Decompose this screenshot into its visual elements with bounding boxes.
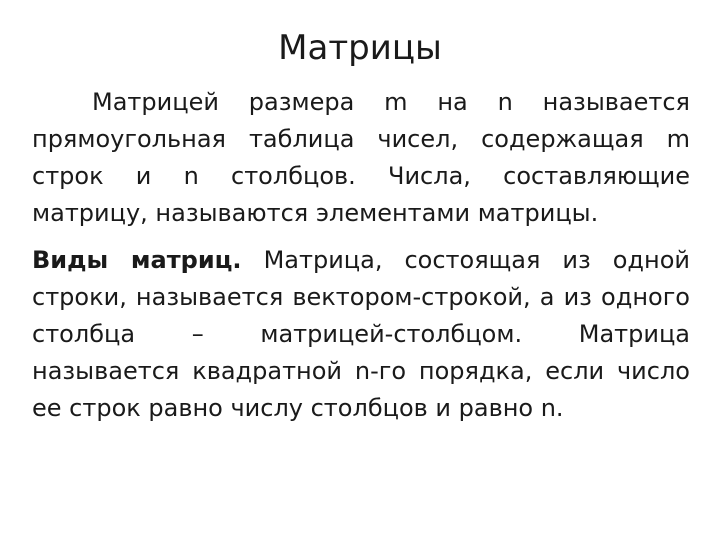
types-text: Матрица, состоящая из одной строки, называется вектором-строкой, а из одного столбца – матрицей-столбцом. Матрица называется квадратной n-го порядка, если число ее строк равно числу столбцов и равно n.	[32, 246, 690, 422]
definition-paragraph: Матрицей размера m на n называется прямоугольная таблица чисел, содержащая m строк и n столбцов. Числа, составляющие матрицу, называются элементами матрицы.	[32, 88, 690, 227]
types-heading: Виды матриц.	[32, 246, 242, 274]
slide-body	[32, 84, 690, 427]
slide-title: Матрицы	[278, 28, 442, 68]
types-paragraph	[32, 242, 690, 427]
